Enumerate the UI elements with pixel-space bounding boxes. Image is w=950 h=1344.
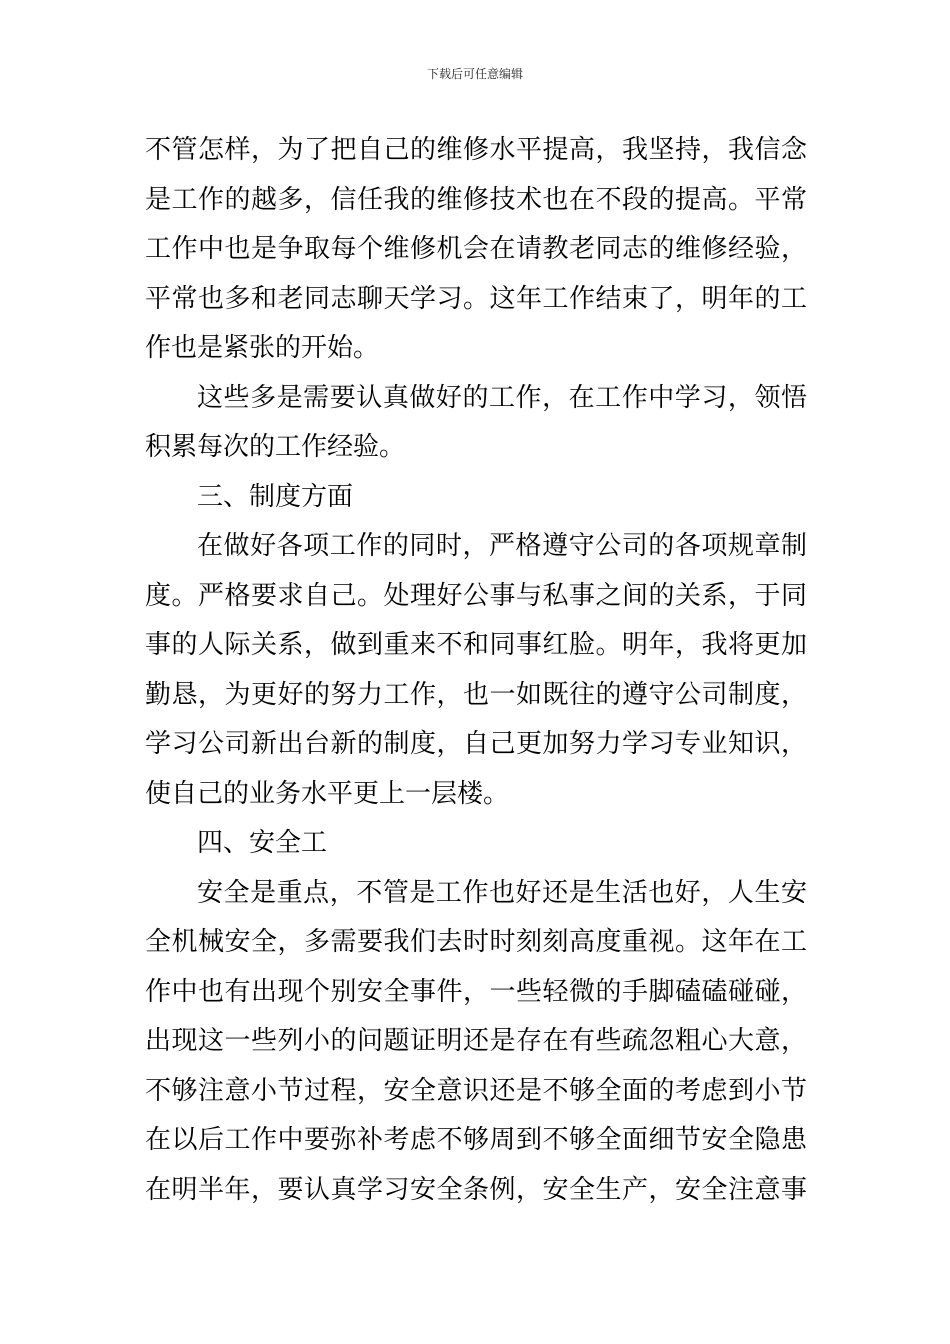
text-line: 不管怎样，为了把自己的维修水平提高，我坚持，我信念: [145, 135, 807, 165]
text-line: 在以后工作中要弥补考虑不够周到不够全面细节安全隐患: [145, 1125, 807, 1155]
text-line: 四、安全工: [197, 828, 328, 858]
text-line: 安全是重点，不管是工作也好还是生活也好，人生安: [197, 877, 807, 908]
text-line: 全机械安全，多需要我们去时时刻刻高度重视。这年在工: [145, 927, 807, 957]
text-line: 出现这一些列小的问题证明还是存在有些疏忽粗心大意，: [145, 1026, 807, 1056]
text-line: 积累每次的工作经验。: [145, 432, 406, 462]
text-line: 在做好各项工作的同时，严格遵守公司的各项规章制: [197, 531, 807, 561]
text-line: 事的人际关系，做到重来不和同事红脸。明年，我将更加: [145, 630, 807, 660]
text-line: 作也是紧张的开始。: [145, 333, 380, 363]
text-line: 勤恳，为更好的努力工作，也一如既往的遵守公司制度，: [145, 679, 807, 710]
text-line: 学习公司新出台新的制度，自己更加努力学习专业知识，: [145, 729, 807, 759]
text-line: 度。严格要求自己。处理好公事与私事之间的关系，于同: [145, 580, 807, 611]
text-line: 三、制度方面: [197, 481, 354, 512]
text-line: 这些多是需要认真做好的工作，在工作中学习，领悟: [197, 382, 807, 413]
text-line: 平常也多和老同志聊天学习。这年工作结束了，明年的工: [145, 283, 807, 314]
text-line: 不够注意小节过程，安全意识还是不够全面的考虑到小节: [145, 1075, 807, 1106]
text-line: 工作中也是争取每个维修机会在请教老同志的维修经验，: [145, 234, 807, 264]
text-line: 是工作的越多，信任我的维修技术也在不段的提高。平常: [145, 184, 807, 215]
text-line: 使自己的业务水平更上一层楼。: [145, 778, 510, 809]
text-line: 作中也有出现个别安全事件，一些轻微的手脚磕磕碰碰，: [145, 976, 807, 1007]
page-header-note: 下载后可任意编辑: [426, 67, 523, 81]
document-body: [145, 126, 807, 1215]
text-line: 在明半年，要认真学习安全条例，安全生产，安全注意事: [145, 1174, 807, 1205]
